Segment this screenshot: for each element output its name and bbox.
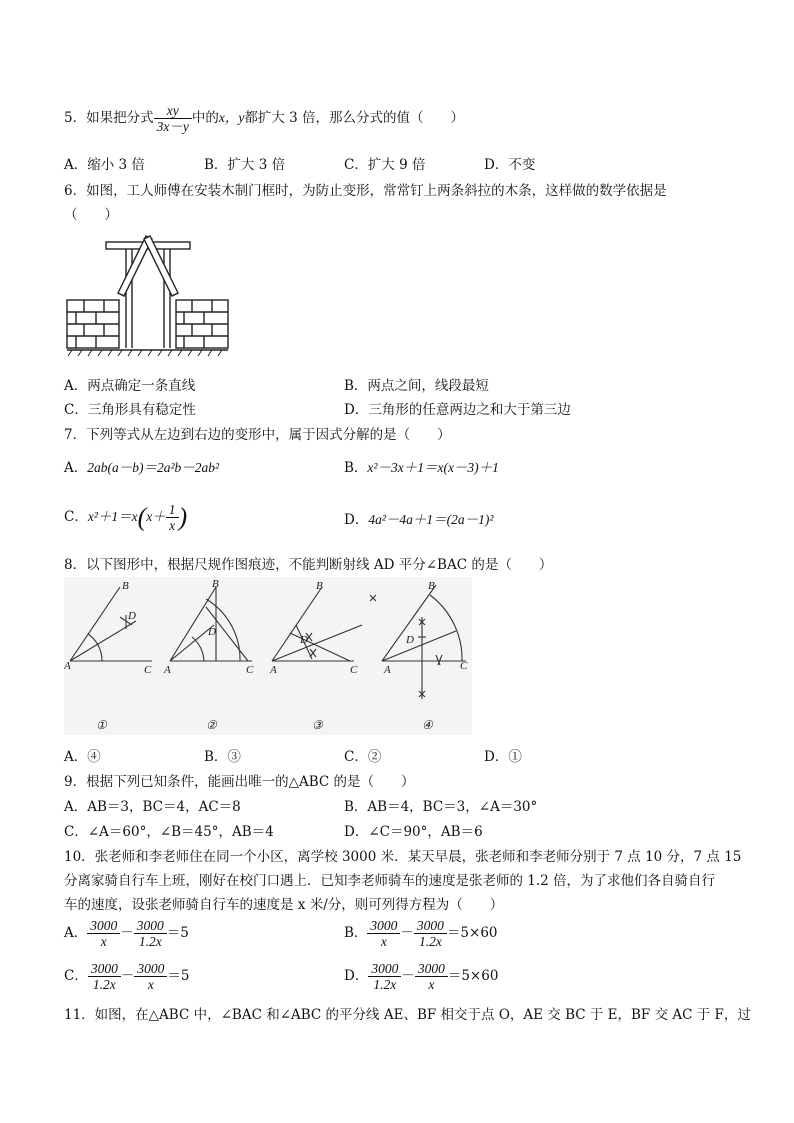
q10-stem-line2: 分离家骑自行车上班，刚好在校门口遇上．已知李老师骑车的速度是张老师的 1.2 倍，为了求他们各自骑自行 <box>64 873 716 889</box>
q10-c-den1: 1.2x <box>92 977 116 992</box>
q5-frac-den: 3x－y <box>156 119 189 134</box>
q10-b-num2: 3000 <box>414 918 447 934</box>
q10-a-num1: 3000 <box>87 918 120 934</box>
q8-option-a: A．④ <box>64 749 101 765</box>
q6-option-c: C．三角形具有稳定性 <box>64 402 196 418</box>
q10-stem-line3: 车的速度，设张老师骑自行车的速度是 x 米/分，则可列得方程为（ ） <box>64 897 504 913</box>
q10-a-frac1 <box>87 918 120 949</box>
q5-option-b: B．扩大 3 倍 <box>204 157 286 173</box>
q9-option-a: A．AB＝3，BC＝4，AC＝8 <box>64 799 241 815</box>
q5-option-c: C．扩大 9 倍 <box>344 157 426 173</box>
fig2-label-a: A <box>164 664 171 676</box>
q10-a-label: A． <box>64 925 88 941</box>
q10-stem-line1: 10．张老师和李老师住在同一个小区，离学校 3000 米．某天早晨，张老师和李老师分别于 7 点 10 分，7 点 15 <box>64 849 742 865</box>
q10-d-num1: 3000 <box>368 961 401 977</box>
q5-option-a: A．缩小 3 倍 <box>64 157 145 173</box>
q10-option-d <box>344 958 498 994</box>
q8-option-b: B．③ <box>204 749 241 765</box>
q10-a-den1: x <box>100 934 107 949</box>
q10-b-minus: － <box>400 925 414 941</box>
q9-option-b: B．AB＝4，BC＝3，∠A＝30° <box>344 799 538 815</box>
q7-option-b <box>344 456 499 476</box>
q6-option-b: B．两点之间，线段最短 <box>344 378 489 394</box>
fig2-label-b: B <box>212 578 219 590</box>
q11-stem-line1: 11．如图，在△ABC 中，∠BAC 和∠ABC 的平分线 AE、BF 相交于点 O，AE 交 BC 于 E，BF 交 AC 于 F，过 <box>64 1007 751 1023</box>
q9-option-c: C．∠A＝60°，∠B＝45°，AB＝4 <box>64 824 274 840</box>
q10-b-den1: x <box>380 934 387 949</box>
q10-b-frac2 <box>414 918 447 949</box>
fig3-number: ③ <box>312 718 323 732</box>
fig4-label-d: D <box>406 634 414 646</box>
fig2-label-d: D <box>208 626 216 638</box>
q10-d-rhs: ＝5×60 <box>447 968 499 984</box>
fig2-number: ② <box>206 718 217 732</box>
q6-stem-line2: （ ） <box>64 207 118 223</box>
fig1-label-c: C <box>144 664 152 676</box>
q10-c-frac2 <box>134 961 167 992</box>
q5-pre: 如果把分式 <box>86 110 154 126</box>
q10-c-label: C． <box>64 968 88 984</box>
q8-stem: 8．以下图形中，根据尺规作图痕迹，不能判断射线 AD 平分∠BAC 的是（ ） <box>64 557 553 573</box>
q9-stem: 9．根据下列已知条件，能画出唯一的△ABC 的是（ ） <box>64 774 415 790</box>
q6-option-a: A．两点确定一条直线 <box>64 378 196 394</box>
fig4-label-a: A <box>384 664 391 676</box>
q5-number: 5． <box>64 110 87 126</box>
q7-c-pre: x²＋1＝x <box>87 509 138 524</box>
q10-d-frac1 <box>368 961 401 992</box>
q10-d-frac2 <box>415 961 448 992</box>
q9-option-d: D．∠C＝90°，AB＝6 <box>344 824 483 840</box>
q10-option-b <box>344 915 498 951</box>
fig1-label-d: D <box>128 610 136 622</box>
q7-c-paren-open: ( <box>137 502 147 532</box>
q7-c-frac-num: 1 <box>166 502 179 518</box>
q7-stem: 7．下列等式从左边到右边的变形中，属于因式分解的是（ ） <box>64 427 451 443</box>
fig3-label-d: D <box>300 634 308 646</box>
fig1-number: ① <box>96 718 107 732</box>
q7-b-expr: x²－3x＋1＝x(x－3)＋1 <box>367 460 499 475</box>
q10-b-rhs: ＝5×60 <box>446 925 498 941</box>
q5-post2: 都扩大 3 倍，那么分式的值（ ） <box>244 110 464 126</box>
q7-option-d <box>344 508 493 528</box>
q10-b-frac1 <box>367 918 400 949</box>
q5-option-d: D．不变 <box>484 157 536 173</box>
q10-b-num1: 3000 <box>367 918 400 934</box>
q10-a-minus: － <box>120 925 134 941</box>
fig4-label-b: B <box>428 580 435 592</box>
q7-c-x: x＋ <box>146 509 166 524</box>
fig1-label-b: B <box>122 580 129 592</box>
q10-c-rhs: ＝5 <box>167 968 190 984</box>
q10-a-den2: 1.2x <box>138 934 162 949</box>
q5-stem <box>64 100 464 136</box>
q7-c-fraction <box>166 502 179 533</box>
q7-a-expr: 2ab(a－b)＝2a²b－2ab² <box>87 460 220 475</box>
q8-option-d: D．① <box>484 749 522 765</box>
q10-a-num2: 3000 <box>134 918 167 934</box>
q5-fraction <box>154 103 192 134</box>
q10-c-num1: 3000 <box>88 961 121 977</box>
q5-frac-num: xy <box>154 103 192 119</box>
fig1-label-a: A <box>64 660 71 672</box>
q10-option-a <box>64 915 189 951</box>
q7-c-label: C． <box>64 509 88 525</box>
fig3-label-c: C <box>350 664 358 676</box>
q7-option-c <box>64 498 187 536</box>
q8-figures <box>64 577 472 735</box>
q8-option-c: C．② <box>344 749 382 765</box>
q10-c-num2: 3000 <box>134 961 167 977</box>
q10-a-rhs: ＝5 <box>166 925 189 941</box>
q10-d-num2: 3000 <box>415 961 448 977</box>
q10-b-den2: 1.2x <box>418 934 442 949</box>
q10-d-den1: 1.2x <box>373 977 397 992</box>
fig3-label-b: B <box>316 580 323 592</box>
q7-c-paren-close: ) <box>178 502 188 532</box>
q7-option-a <box>64 456 219 476</box>
fig4-number: ④ <box>422 718 433 732</box>
q6-option-d: D．三角形的任意两边之和大于第三边 <box>344 402 571 418</box>
q10-option-c <box>64 958 189 994</box>
q7-c-frac-den: x <box>169 518 176 533</box>
door-frame-figure <box>64 230 234 358</box>
q10-c-minus: － <box>120 968 135 984</box>
q6-stem-line1: 6．如图，工人师傅在安装木制门框时，为防止变形，常常钉上两条斜拉的木条，这样做的数学依据是 <box>64 183 667 199</box>
q7-d-expr: 4a²－4a＋1＝(2a－1)² <box>368 512 494 527</box>
q10-d-minus: － <box>401 968 415 984</box>
q10-b-label: B． <box>344 925 368 941</box>
q10-d-den2: x <box>428 977 435 992</box>
q8-figure-panel <box>64 577 472 735</box>
q7-b-label: B． <box>344 460 368 476</box>
fig2-label-c: C <box>246 664 254 676</box>
fig3-label-a: A <box>270 664 277 676</box>
q7-d-label: D． <box>344 512 369 528</box>
q7-a-label: A． <box>64 460 88 476</box>
q10-c-den2: x <box>147 977 154 992</box>
q10-c-frac1 <box>88 961 121 992</box>
q5-post: 中的 <box>191 110 219 126</box>
fig4-label-c: C <box>460 660 468 672</box>
q10-a-frac2 <box>134 918 167 949</box>
q5-vars: x，y <box>218 110 245 125</box>
q10-d-label: D． <box>344 968 369 984</box>
